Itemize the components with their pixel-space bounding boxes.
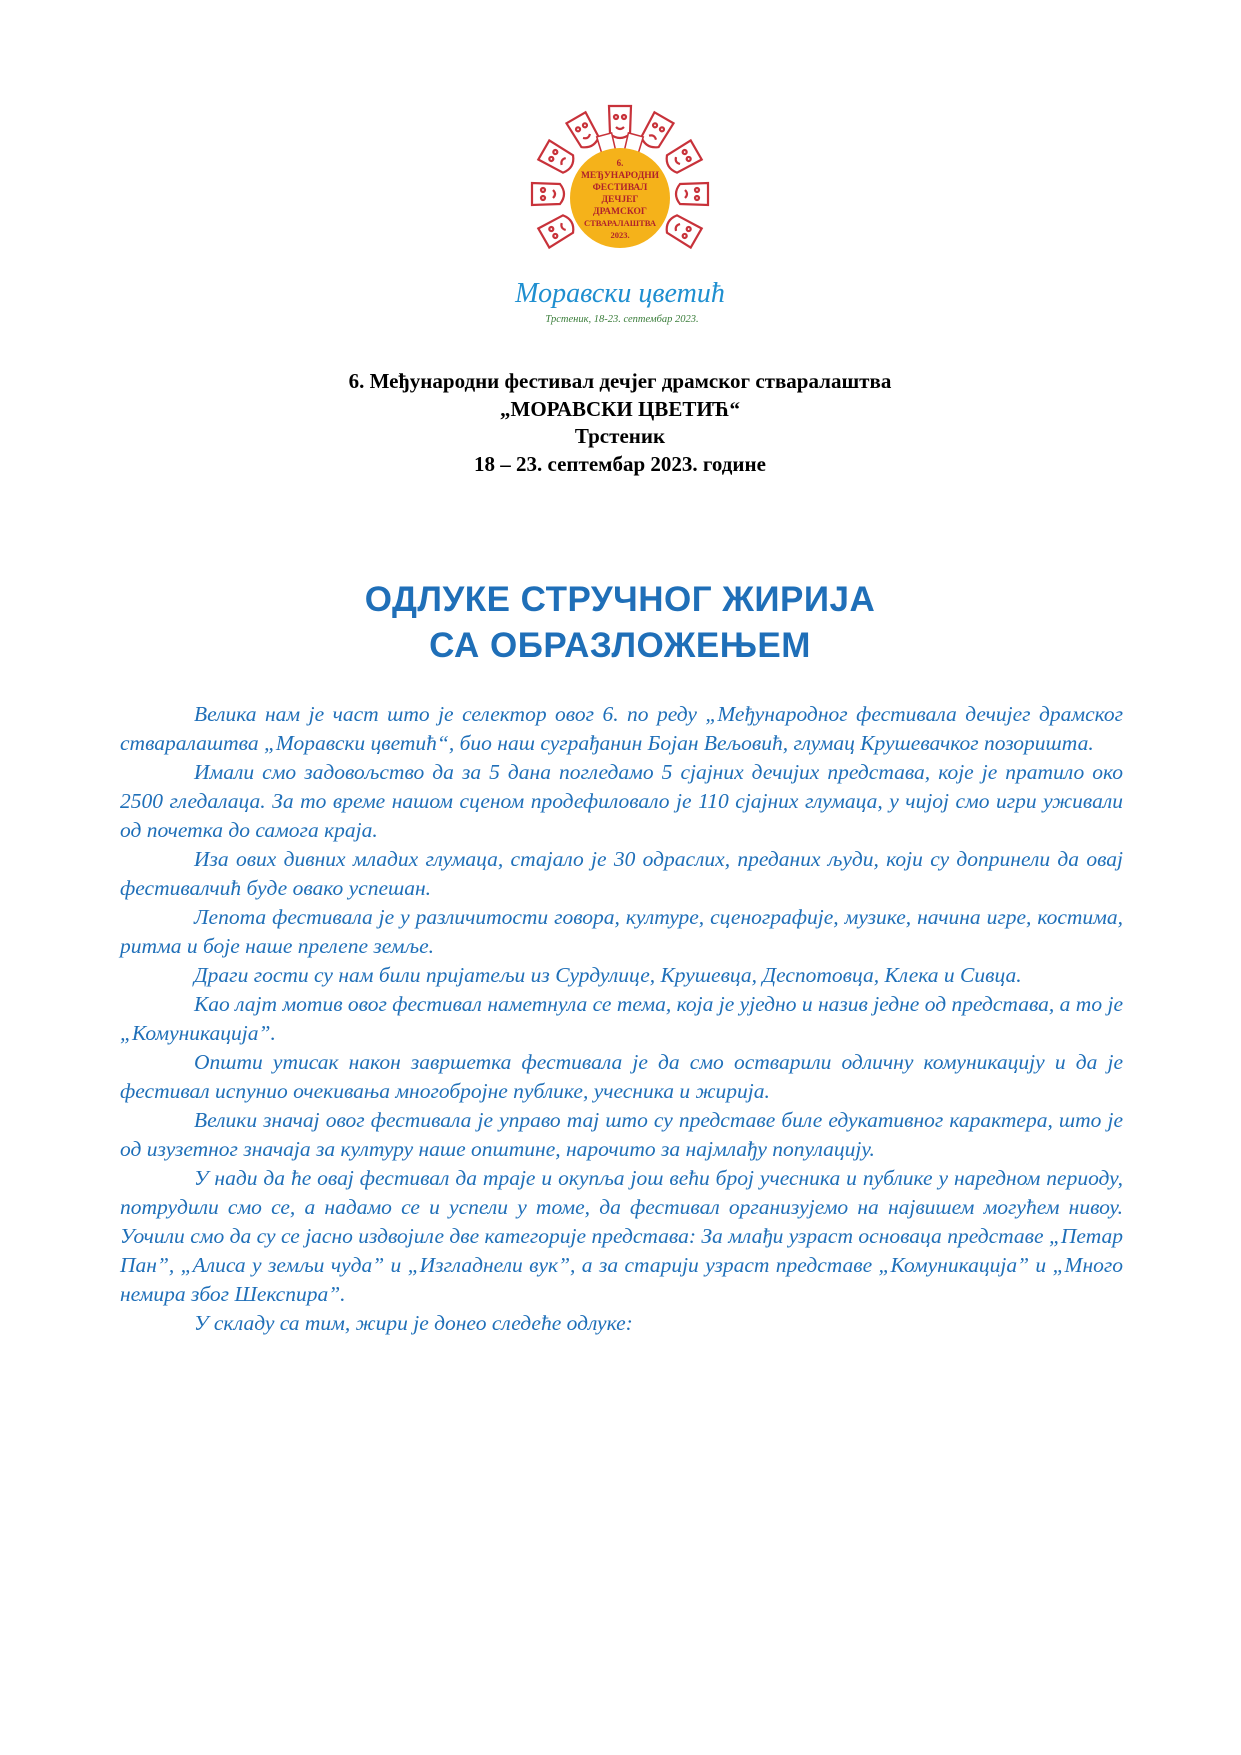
logo-line-1: 6. [616,158,624,168]
paragraph: Драги гости су нам били пријатељи из Сурдулице, Крушевца, Деспотовца, Клека и Сивца. [194,963,1022,987]
paragraph: Општи утисак након завршетка фестивала је да смо остварили одличну комуникацију и да је фестивал испунио очекивања многобројне публике, учесника и жирија. [120,1050,1123,1103]
document-title [120,577,1120,669]
paragraph: У нади да ће овај фестивал да траје и окупља још већи број учесника и публике у наредном периоду, потрудили смо се, а надамо се и успели у томе, да фестивал организујемо на највишем могућем нивоу. Уочили смо да су се јасно издвојиле две категорије представа: За млађи узраст основаца представе „Петар Пан”, „Алиса у земљи чуда” и „Изгладнели вук”, а за старији узраст представе „Комуникација” и „Много немира због Шекспира”. [120,1166,1123,1306]
paragraph: Као лајт мотив овог фестивал наметнула се тема, која је уједно и назив једне од представа, а то је „Комуникација”. [120,992,1123,1045]
paragraph: Велики значај овог фестивала је управо тај што су представе биле едукативног карактера, што је од изузетног значаја за културу наше општине, нарочито за најмлађу популацију. [120,1108,1123,1161]
paragraph: Имали смо задовољство да за 5 дана погледамо 5 сјајних дечијих представа, које је пратило око 2500 гледалаца. За то време нашом сценом продефиловало је 110 сјајних глумаца, у чијој смо игри уживали од почетка до самога краја. [120,760,1123,842]
title-line-1: ОДЛУКЕ СТРУЧНОГ ЖИРИЈА [364,580,876,619]
logo-line-4: ДЕЧЈЕГ [601,195,639,205]
document-body [120,700,1123,1338]
header-festival-title: „МОРАВСКИ ЦВЕТИЋ“ [500,396,740,421]
title-line-2: СА ОБРАЗЛОЖЕЊЕМ [429,626,811,665]
header-city: Трстеник [574,424,666,448]
logo-line-3: ФЕСТИВАЛ [592,183,648,193]
paragraph: Иза ових дивних младих глумаца, стајало је 30 одраслих, преданих људи, који су допринели да овај фестивалчић буде овако успешан. [120,847,1123,900]
logo-script-title: Моравски цветић [515,278,725,309]
festival-header [120,368,1120,478]
paragraph: У складу са тим, жири је донео следеће одлуке: [194,1311,633,1335]
logo-line-5: ДРАМСКОГ [593,207,647,217]
header-festival-name: 6. Међународни фестивал дечјег драмског стваралаштва [348,369,892,393]
logo-line-6: СТВАРАЛАШТВА [583,218,657,228]
header-dates: 18 – 23. септембар 2023. године [474,451,766,476]
paragraph: Лепота фестивала је у различитости говора, културе, сценографије, музике, начина игре, костима, ритма и боје наше прелепе земље. [120,905,1123,958]
logo-script-subtitle: Трстеник, 18-23. септембар 2023. [545,314,699,325]
festival-logo [510,100,730,340]
logo-line-2: МЕЂУНАРОДНИ [580,171,660,181]
logo-line-7: 2023. [610,230,630,240]
paragraph: Велика нам је част што је селектор овог 6. по реду „Међународног фестивала дечијег драмског стваралаштва „Моравски цветић“, био наш суграђанин Бојан Вељовић, глумац Крушевачког позоришта. [120,702,1123,755]
